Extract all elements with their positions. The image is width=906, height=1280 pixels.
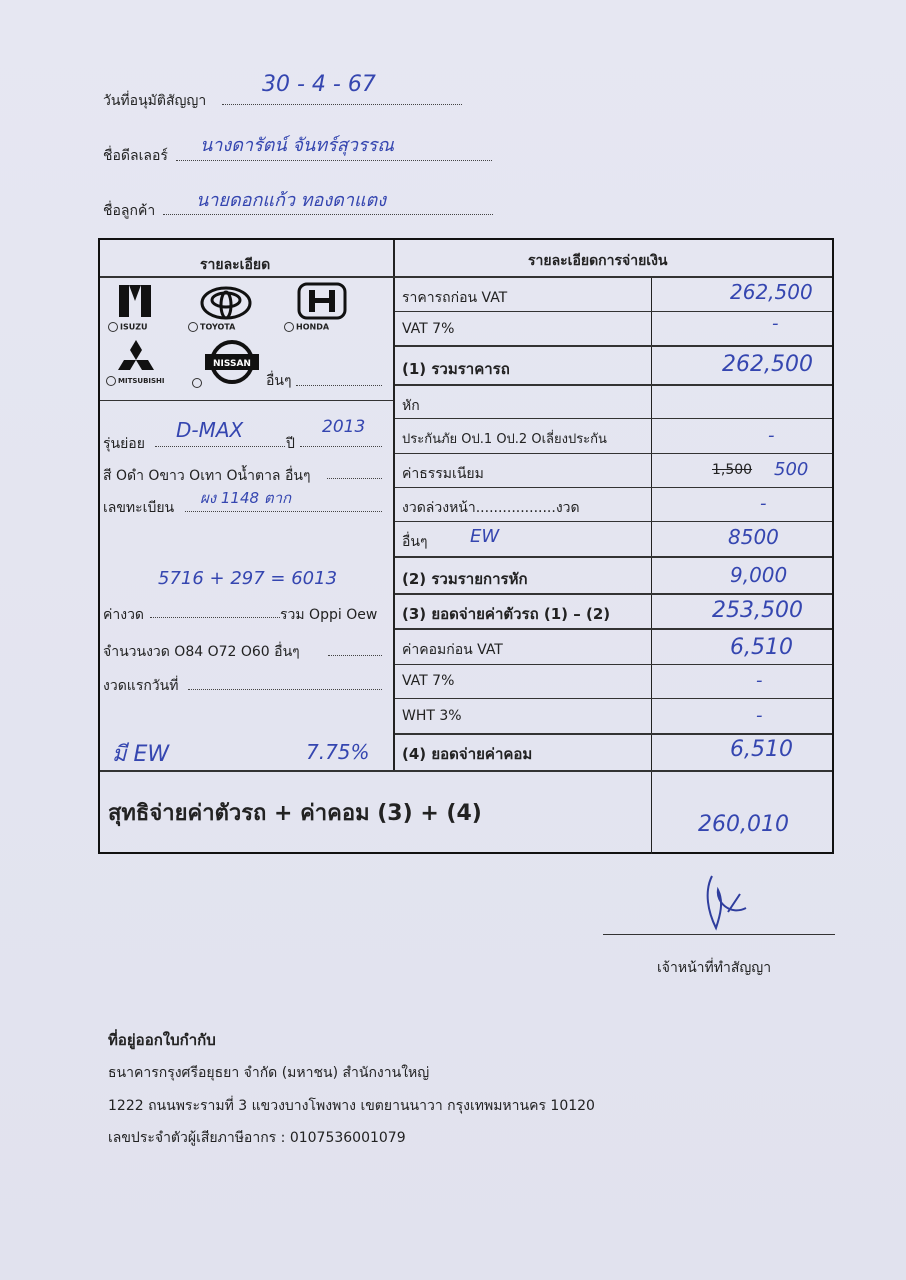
other-brand-line (296, 370, 382, 386)
brand-toyota: TOYOTA (188, 322, 235, 332)
note-left: มี EW (112, 742, 170, 767)
row-label-deduct: หัก (402, 398, 420, 414)
color-other-line (327, 463, 382, 479)
row-label-advance: งวดล่วงหน้า..................งวด (402, 500, 580, 516)
value-fee: 500 (774, 459, 809, 480)
mitsubishi-logo-icon (116, 340, 156, 378)
footer-line3: เลขประจำตัวผู้เสียภาษีอากร : 0107536001079 (108, 1130, 406, 1146)
total-row-line (100, 770, 832, 772)
value-fee-struck: 1,500 (712, 462, 753, 478)
row-line-11 (395, 664, 832, 665)
value-other: 8500 (728, 525, 779, 549)
term-options: จำนวนงวด O84 O72 O60 อื่นๆ (103, 644, 300, 660)
honda-logo-icon (297, 282, 347, 324)
row-line-9 (395, 593, 832, 595)
row-label-insurance: ประกันภัย Oป.1 Oป.2 Oเลี่ยงประกัน (402, 432, 607, 447)
first-due-line (188, 674, 382, 690)
value-price-before-vat: 262,500 (730, 280, 813, 304)
isuzu-logo-icon (117, 283, 153, 323)
row-label-car-payment: (3) ยอดจ่ายค่าตัวรถ (1) – (2) (402, 605, 611, 623)
row-label-other: อื่นๆ (402, 534, 428, 550)
brand-mitsubishi: MITSUBISHI (106, 376, 165, 386)
customer-value: นายดอกแก้ว ทองดาแตง (196, 190, 387, 211)
plate-label: เลขทะเบียน (103, 500, 175, 516)
footer-title: ที่อยู่ออกใบกำกับ (108, 1031, 216, 1049)
row-label-wht: WHT 3% (402, 708, 462, 724)
row-label-fee: ค่าธรรมเนียม (402, 466, 484, 482)
row-line-7 (395, 521, 832, 522)
value-commission-before-vat: 6,510 (730, 635, 793, 660)
value-commission-payment: 6,510 (730, 737, 793, 762)
row-label-commission-vat: VAT 7% (402, 673, 455, 689)
row-line-12 (395, 698, 832, 699)
footer-line2: 1222 ถนนพระรามที่ 3 แขวงบางโพงพาง เขตยานนาวา กรุงเทพมหานคร 10120 (108, 1098, 595, 1114)
row-label-commission-before-vat: ค่าคอมก่อน VAT (402, 642, 503, 658)
row-line-8 (395, 556, 832, 558)
left-divider-1 (100, 400, 393, 401)
plate-value: ผง 1148 ตาก (200, 489, 292, 507)
value-commission-vat: - (756, 670, 763, 691)
svg-text:NISSAN: NISSAN (213, 359, 251, 369)
left-title: รายละเอียด (200, 257, 271, 273)
row-label-total-price: (1) รวมราคารถ (402, 360, 510, 378)
first-due-label: งวดแรกวันที่ (103, 678, 179, 694)
row-line-5 (395, 453, 832, 454)
row-other-handwritten: EW (470, 526, 500, 547)
total-value: 260,010 (698, 812, 789, 837)
row-label-total-deduct: (2) รวมรายการหัก (402, 570, 528, 588)
brand-honda: HONDA (284, 322, 329, 332)
installment-line (150, 602, 280, 618)
row-label-vat: VAT 7% (402, 321, 455, 337)
row-line-6 (395, 487, 832, 488)
year-label: ปี (286, 436, 295, 452)
customer-label: ชื่อลูกค้า (103, 203, 156, 219)
term-other-line (328, 640, 382, 656)
value-advance: - (760, 493, 767, 514)
footer-line1: ธนาคารกรุงศรีอยุธยา จำกัด (มหาชน) สำนักงานใหญ่ (108, 1065, 430, 1081)
row-line-4 (395, 418, 832, 419)
value-car-payment: 253,500 (712, 598, 803, 623)
approval-date-value: 30 - 4 - 67 (262, 72, 376, 97)
nissan-radio (192, 372, 204, 391)
row-line-10 (395, 628, 832, 630)
installment-value: 5716 + 297 = 6013 (158, 568, 338, 589)
installment-suffix: รวม Oppi Oew (280, 607, 378, 623)
header-row-line (100, 276, 832, 278)
row-label-commission-payment: (4) ยอดจ่ายค่าคอม (402, 745, 533, 763)
column-divider (393, 240, 395, 770)
signature-line (603, 934, 835, 935)
row-label-price-before-vat: ราคารถก่อน VAT (402, 290, 508, 306)
year-value: 2013 (322, 417, 366, 437)
total-label: สุทธิจ่ายค่าตัวรถ + ค่าคอม (3) + (4) (108, 801, 482, 826)
value-vat: - (772, 313, 779, 334)
dealer-label: ชื่อดีลเลอร์ (103, 148, 168, 164)
brand-isuzu: ISUZU (108, 322, 148, 332)
other-brand-label: อื่นๆ (266, 373, 292, 389)
toyota-logo-icon (200, 286, 252, 324)
color-options: สี Oดำ Oขาว Oเทา Oน้ำตาล อื่นๆ (103, 468, 311, 484)
dealer-value: นางดารัตน์ จันทร์สุวรรณ (200, 135, 394, 156)
approval-date-label: วันที่อนุมัติสัญญา (103, 93, 207, 109)
signature-mark (690, 872, 760, 940)
installment-label: ค่างวด (103, 607, 145, 623)
row-line-3 (395, 384, 832, 386)
value-wht: - (756, 705, 763, 726)
model-value: D-MAX (176, 418, 244, 442)
row-line-13 (395, 733, 832, 735)
value-total-price: 262,500 (722, 352, 813, 377)
row-line-1 (395, 311, 832, 312)
model-label: รุ่นย่อย (103, 436, 145, 452)
nissan-logo-icon (205, 338, 259, 390)
value-insurance: - (768, 425, 775, 446)
signature-caption: เจ้าหน้าที่ทำสัญญา (657, 960, 772, 976)
value-column-divider (651, 276, 652, 854)
note-right: 7.75% (306, 740, 370, 764)
value-total-deduct: 9,000 (730, 563, 788, 587)
right-title: รายละเอียดการจ่ายเงิน (528, 253, 668, 269)
row-line-2 (395, 345, 832, 347)
